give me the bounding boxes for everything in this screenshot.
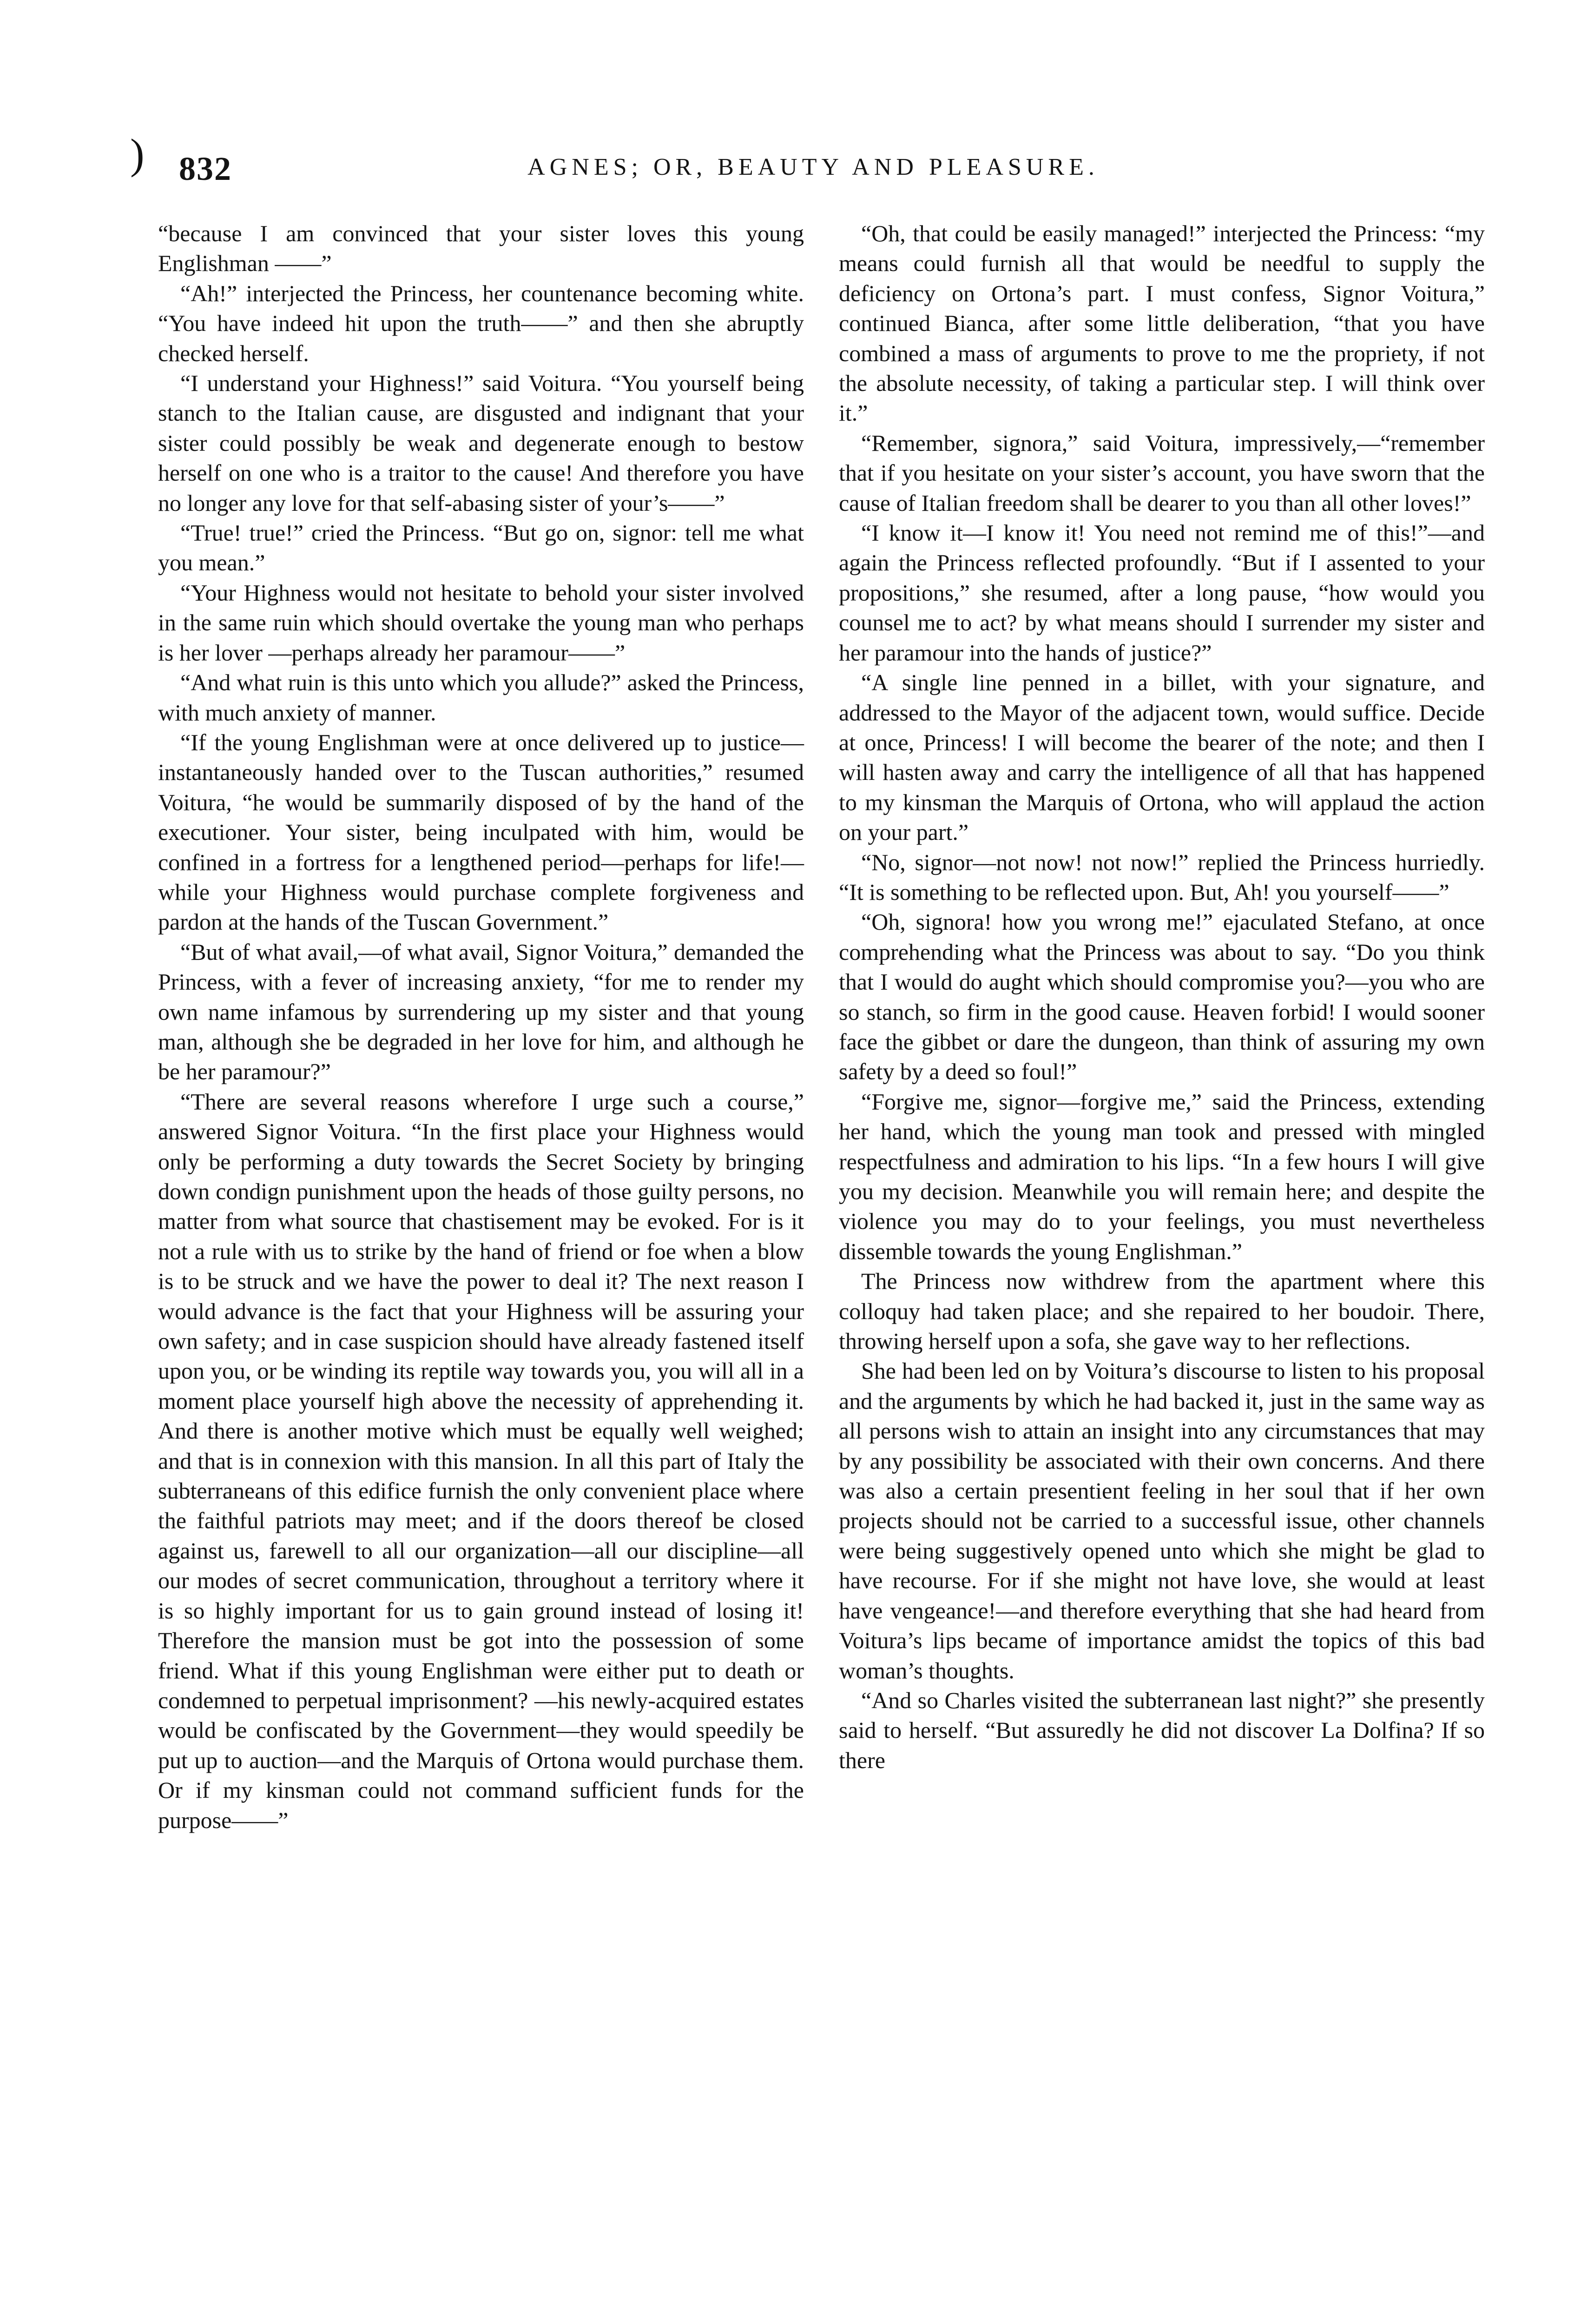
paragraph: “Ah!” interjected the Princess, her countenance becoming white. “You have indeed hit upon the truth——” and then she abruptly checked herself. xyxy=(158,280,804,366)
paragraph: The Princess now withdrew from the apartment where this colloquy had taken place; and she repaired to her boudoir. There, throwing herself upon a sofa, she gave way to her reflections. xyxy=(839,1268,1485,1354)
paragraph: “There are several reasons wherefore I urge such a course,” answered Signor Voitura. “In the first place your Highness would only be performing a duty towards the Secret Society by bringing down condign punishment upon the heads of those guilty persons, no matter from what source that chastisement may be evoked. For is it not a rule with us to strike by the hand of friend or foe when a blow is to be struck and we have the power to deal it? The next reason I would advance is the fact that your Highness will be assuring your own safety; and in case suspicion should have already fastened itself upon you, or be winding its reptile way towards you, you will all in a moment place yourself high above the necessity of apprehending it. And there is another motive which must be equally well weighed; and that is in connexion with this mansion. In all this part of Italy the subterraneans of this edifice furnish the only convenient place where the faithful patriots may meet; and if the doors thereof be closed against us, farewell to all our organization—all our discipline—all our modes of secret communication, throughout a territory where it is so highly important for us to gain ground instead of losing it! Therefore the mansion must be got into the possession of some friend. What if this young Englishman were either put to death or condemned to perpetual imprisonment? —his newly-acquired estates would be confiscated by the Government—they would speedily be put up to auction—and the Marquis of Ortona would purchase them. Or if my kinsman could not command sufficient funds for the purpose——” xyxy=(158,1088,804,1833)
running-title: AGNES; OR, BEAUTY AND PLEASURE. xyxy=(527,154,1099,180)
paragraph: “No, signor—not now! not now!” replied the Princess hurriedly. “It is something to be reflected upon. But, Ah! you yourself——” xyxy=(839,849,1485,905)
book-page xyxy=(130,130,1487,2324)
paragraph: “And so Charles visited the subterranean last night?” she presently said to herself. “But assuredly he did not discover La Dolfina? If so there xyxy=(839,1687,1485,1773)
margin-pencil-mark: ) xyxy=(130,130,145,178)
paragraph: “If the young Englishman were at once delivered up to justice—instantaneously handed over to the Tuscan authorities,” resumed Voitura, “he would be summarily disposed of by the hand of the executioner. Your sister, being inculpated with him, would be confined in a fortress for a lengthened period—perhaps for life!—while your Highness would purchase complete forgiveness and pardon at the hands of the Tuscan Government.” xyxy=(158,729,804,935)
paragraph: “Oh, signora! how you wrong me!” ejaculated Stefano, at once comprehending what the Princess was about to say. “Do you think that I would do aught which should compromise you?—you who are so stanch, so firm in the good cause. Heaven forbid! I would sooner face the gibbet or dare the dungeon, than think of assuring my own safety by a deed so foul!” xyxy=(839,909,1485,1085)
text-column-left xyxy=(158,218,804,1835)
paragraph: “Oh, that could be easily managed!” interjected the Princess: “my means could furnish all that would be needful to supply the deficiency on Ortona’s part. I must confess, Signor Voitura,” continued Bianca, after some little deliberation, “that you have combined a mass of arguments to prove to me the propriety, if not the absolute necessity, of taking a particular step. I will think over it.” xyxy=(839,220,1485,426)
paragraph: “Remember, signora,” said Voitura, impressively,—“remember that if you hesitate on your sister’s account, you have sworn that the cause of Italian freedom shall be dearer to you than all other loves!” xyxy=(839,429,1485,516)
paragraph: She had been led on by Voitura’s discourse to listen to his proposal and the arguments by which he had backed it, just in the same way as all persons wish to attain an insight into any circumstances that may by any possibility be associated with their own concerns. And there was also a certain presentient feeling in her soul that if her own projects should not be carried to a successful issue, other channels were being suggestively opened unto which she might be glad to have recourse. For if she might not have love, she would at least have vengeance!—and therefore everything that she had heard from Voitura’s lips became of importance amidst the topics of this bad woman’s thoughts. xyxy=(839,1358,1485,1684)
paragraph: “I know it—I know it! You need not remind me of this!”—and again the Princess reflected profoundly. “But if I assented to your propositions,” she resumed, after a long pause, “how would you counsel me to act? by what means should I surrender my sister and her paramour into the hands of justice?” xyxy=(839,520,1485,666)
paragraph: “because I am convinced that your sister loves this young Englishman ——” xyxy=(158,220,804,277)
paragraph: “And what ruin is this unto which you allude?” asked the Princess, with much anxiety of manner. xyxy=(158,669,804,726)
paragraph: “Forgive me, signor—forgive me,” said the Princess, extending her hand, which the young man took and pressed with mingled respectfulness and admiration to his lips. “In a few hours I will give you my decision. Meanwhile you will remain here; and despite the violence you may do to your feelings, you must nevertheless dissemble towards the young Englishman.” xyxy=(839,1088,1485,1264)
paragraph: “True! true!” cried the Princess. “But go on, signor: tell me what you mean.” xyxy=(158,520,804,576)
text-column-right xyxy=(839,218,1485,1775)
paragraph: “Your Highness would not hesitate to behold your sister involved in the same ruin which should overtake the young man who perhaps is her lover —perhaps already her paramour——” xyxy=(158,579,804,666)
paragraph: “But of what avail,—of what avail, Signor Voitura,” demanded the Princess, with a fever of increasing anxiety, “for me to render my own name infamous by surrendering up my sister and that young man, although she be degraded in her love for him, and although he be her paramour?” xyxy=(158,938,804,1085)
paragraph: “A single line penned in a billet, with your signature, and addressed to the Mayor of the adjacent town, would suffice. Decide at once, Princess! I will become the bearer of the note; and then I will hasten away and carry the intelligence of all that has happened to my kinsman the Marquis of Ortona, who will applaud the action on your part.” xyxy=(839,669,1485,845)
paragraph: “I understand your Highness!” said Voitura. “You yourself being stanch to the Italian cause, are disgusted and indignant that your sister could possibly be weak and degenerate enough to bestow herself on one who is a traitor to the cause! And therefore you have no longer any love for that self-abasing sister of your’s——” xyxy=(158,370,804,516)
page-number: 832 xyxy=(179,150,232,187)
